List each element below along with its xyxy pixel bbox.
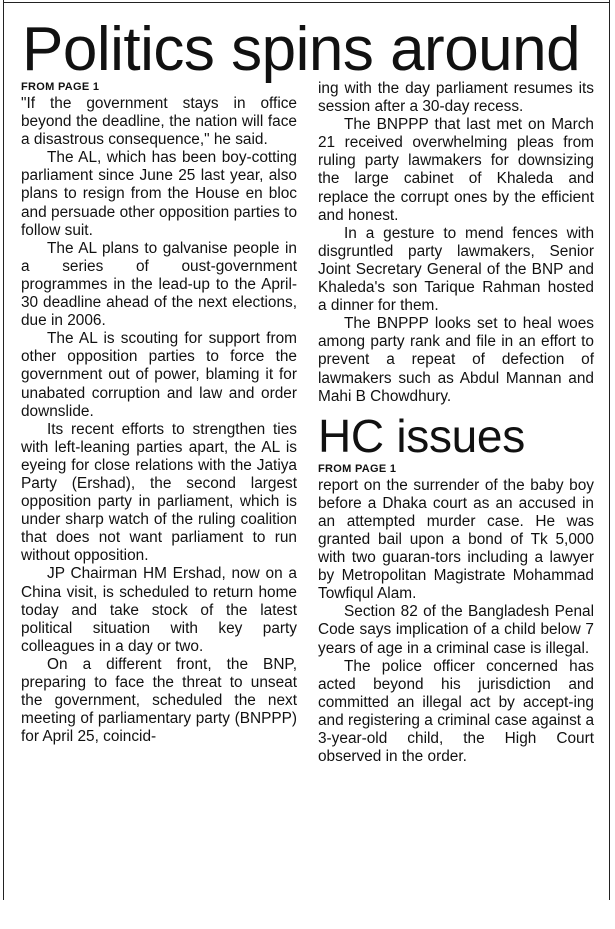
story2-paragraph: The police officer concerned has acted beyond his jurisdiction and committed an illegal act by accept-ing and registering a criminal case against a 3-year-old child, the High Court observed in the order. xyxy=(318,657,594,766)
story1-paragraph: The AL plans to galvanise people in a series of oust-government programmes in the lead-up to the April-30 deadline ahead of the next elections, due in 2006. xyxy=(21,239,297,330)
story1-paragraph: The AL, which has been boy-cotting parliament since June 25 last year, also plans to resign from the House en bloc and persuade other opposition parties to follow suit. xyxy=(21,149,297,239)
story1-paragraph: The AL is scouting for support from other opposition parties to force the government out of power, blaming it for unabated corruption and law and order downslide. xyxy=(21,330,297,420)
story1-kicker: FROM PAGE 1 xyxy=(21,81,100,93)
story1-paragraph: On a different front, the BNP, preparing to face the threat to unseat the government, scheduled the next meeting of parliamentary party (BNPPP) for April 25, coincid- xyxy=(21,655,297,746)
left-border xyxy=(3,0,4,900)
story1-left-column xyxy=(21,80,297,746)
story2-paragraph: report on the surrender of the baby boy before a Dhaka court as an accused in an attempted murder case. He was granted bail upon a bond of Tk 5,000 with two guaran-tors including a lawyer by Metropolitan Magistrate Mohammad Towfiqul Alam. xyxy=(318,476,594,603)
story1-continued-paragraph: The BNPPP that last met on March 21 received overwhelming pleas from ruling party lawmakers for downsizing the large cabinet of Khaleda and replace the corrupt ones by the efficient and honest. xyxy=(318,116,594,224)
story1-continued-paragraph: ing with the day parliament resumes its session after a 30-day recess. xyxy=(318,80,594,116)
right-column xyxy=(318,80,594,766)
story2-headline: HC issues xyxy=(318,409,525,462)
story1-paragraph: Its recent efforts to strengthen ties with left-leaning parties apart, the AL is eyeing for close relations with the Jatiya Party (Ershad), the second largest opposition party in parliament, which is under sharp watch of the ruling coalition that does not want parliament to run without opposition. xyxy=(21,420,297,565)
story2-kicker: FROM PAGE 1 xyxy=(318,462,397,475)
story1-continued-paragraph: In a gesture to mend fences with disgruntled party lawmakers, Senior Joint Secretary General of the BNP and Khaleda's son Tarique Rahman hosted a dinner for them. xyxy=(318,224,594,315)
main-headline: Politics spins around xyxy=(22,15,581,84)
top-border xyxy=(3,2,610,3)
story1-paragraph: "If the government stays in office beyond the deadline, the nation will face a disastrous consequence," he said. xyxy=(21,95,297,149)
story1-continued-paragraph: The BNPPP looks set to heal woes among party rank and file in an effort to prevent a repeat of defection of lawmakers such as Abdul Mannan and Mahi B Chowdhury. xyxy=(318,315,594,405)
right-border xyxy=(609,0,610,900)
story2-paragraph: Section 82 of the Bangladesh Penal Code says implication of a child below 7 years of age in a criminal case is illegal. xyxy=(318,603,594,657)
story1-paragraph: JP Chairman HM Ershad, now on a China visit, is scheduled to return home today and take stock of the latest political situation with key party colleagues in a day or two. xyxy=(21,565,297,655)
